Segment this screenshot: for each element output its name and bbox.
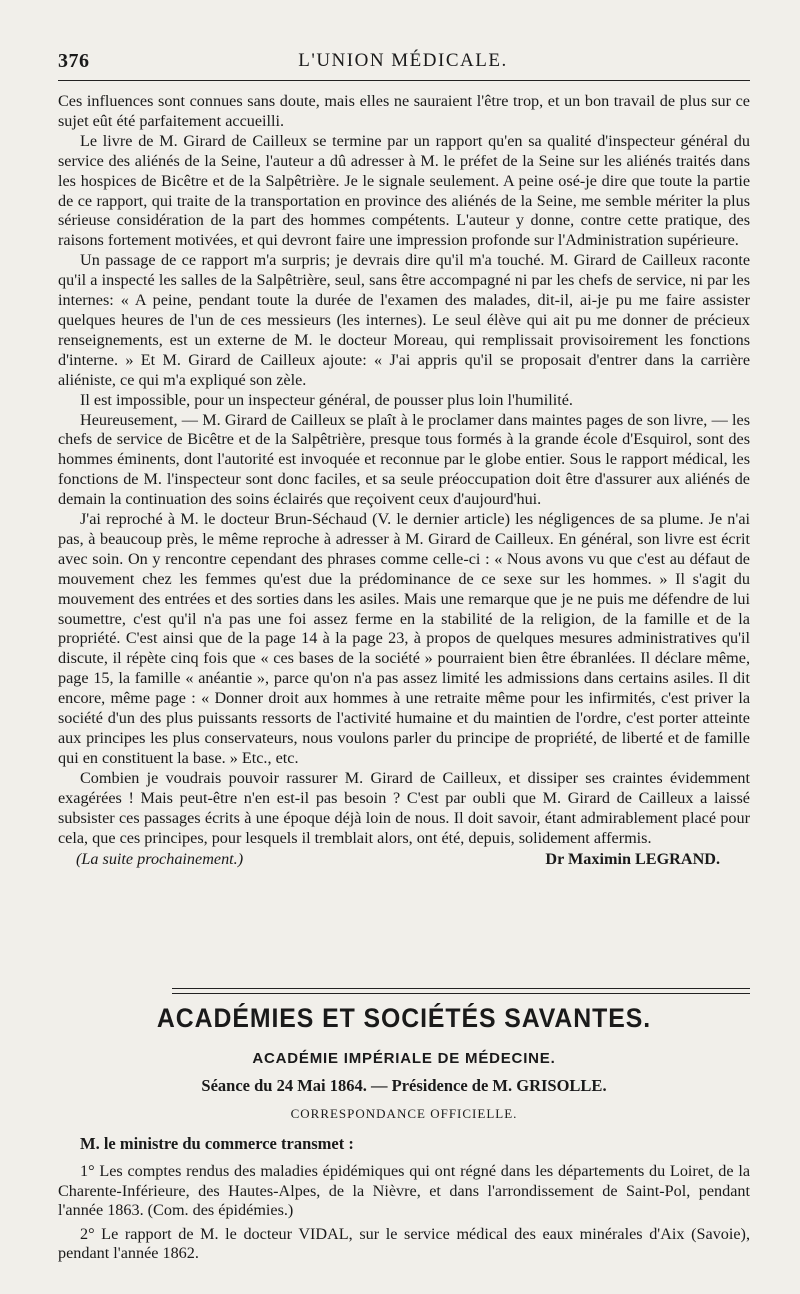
author-name: Dr Maximin LEGRAND. [545, 850, 720, 869]
paragraph: J'ai reproché à M. le docteur Brun-Séchaud (V. le dernier article) les négligences de sa plume. Je n'ai pas, à beaucoup près, le même reproche à adresser à M. Girard de Cailleux. En général, son livre est écrit avec soin. On y rencontre cependant des phrases comme celle-ci : « Nous avons vu que c'est au défaut de mouvement chez les femmes qu'est due la prédominance de ce sexe sur les hommes. » Il s'agit du mouvement des entrées et des sorties dans les asiles. Mais une remarque que je ne puis me défendre de lui soumettre, c'est qu'il n'a pas une foi assez ferme en la stabilité de la religion, de la famille et de la propriété. C'est ainsi que de la page 14 à la page 23, à propos de quelques mesures administratives qu'il discute, il répète cinq fois que « ces bases de la société » pourraient bien être ébranlées. Il déclare même, page 15, la famille « anéantie », parce qu'on n'a pas assez limité les admissions dans certains asiles. Il dit encore, même page : « Donner droit aux hommes à une retraite même pour les infirmités, c'est priver la société d'un des plus puissants ressorts de l'activité humaine et du maintien de l'ordre, c'est porter atteinte aux principes les plus conservateurs, nous voulons parler du principe de propriété, de liberté et de famille qui en constituent la base. » Etc., etc. [58, 510, 750, 767]
article-signature [58, 850, 750, 870]
section-title: ACADÉMIES ET SOCIÉTÉS SAVANTES. [156, 1003, 652, 1033]
session-line: Séance du 24 Mai 1864. — Présidence de M. GRISOLLE. [201, 1076, 607, 1095]
correspondence-item: 2° Le rapport de M. le docteur VIDAL, sur le service médical des eaux minérales d'Aix (Savoie), pendant l'année 1862. [58, 1224, 750, 1262]
header-rule [58, 80, 750, 81]
correspondence-item: 1° Les comptes rendus des maladies épidémiques qui ont régné dans les départements du Loiret, de la Charente-Inférieure, des Hautes-Alpes, de la Nièvre, et dans l'arrondissement de Saint-Pol, pendant l'année 1863. (Com. des épidémies.) [58, 1162, 750, 1219]
section-divider [172, 988, 750, 994]
correspondence-heading: CORRESPONDANCE OFFICIELLE. [290, 1106, 518, 1121]
paragraph: Un passage de ce rapport m'a surpris; je devrais dire qu'il m'a touché. M. Girard de Cailleux raconte qu'il a inspecté les salles de la Salpêtrière, seul, sans être accompagné ni par les chefs de service, ni par les internes: « A peine, pendant toute la durée de l'examen des malades, dit-il, ai-je pu me faire assister quelques heures de l'un de ces messieurs (les internes). Le seul élève qui ait pu me donner de précieux renseignements, est un externe de M. le docteur Moreau, qui remplissait provisoirement les fonctions d'interne. » Et M. Girard de Cailleux ajoute: « J'ai appris qu'il se proposait d'entrer dans la carrière aliéniste, ce qui m'a expliqué son zèle. [58, 251, 750, 389]
to-be-continued-note: (La suite prochainement.) [76, 850, 244, 869]
article-body [58, 92, 750, 870]
paragraph: Heureusement, — M. Girard de Cailleux se plaît à le proclamer dans maintes pages de son livre, — les chefs de service de Bicêtre et de la Salpêtrière, presque tous formés à la grande école d'Esquirol, sont des hommes éminents, dont l'autorité est invoquée et reconnue par le globe entier. Sous le rapport médical, les fonctions de M. l'inspecteur sont donc faciles, et sa seule préoccupation doit être d'assurer aux aliénés de demain la continuation des soins éclairés que reçoivent ceux d'aujourd'hui. [58, 410, 750, 509]
paragraph: Ces influences sont connues sans doute, mais elles ne sauraient l'être trop, et un bon travail de plus sur ce sujet eût été parfaitement accueilli. [58, 92, 750, 130]
page-number: 376 [58, 50, 90, 72]
correspondence-body [58, 1134, 750, 1268]
minister-line: M. le ministre du commerce transmet : [80, 1134, 354, 1153]
paragraph: Il est impossible, pour un inspecteur général, de pousser plus loin l'humilité. [80, 390, 573, 409]
academy-heading: ACADÉMIE IMPÉRIALE DE MÉDECINE. [252, 1050, 556, 1067]
paragraph: Le livre de M. Girard de Cailleux se termine par un rapport qu'en sa qualité d'inspecteur général du service des aliénés de la Seine, l'auteur a dû adresser à M. le préfet de la Seine sur les aliénés traités dans les hospices de Bicêtre et de la Salpêtrière. Je le signale seulement. A peine osé-je dire que toute la partie de ce rapport, qui traite de la transportation en province des aliénés de la Seine, me semble mériter la plus sérieuse considération de la part des hommes compétents. L'auteur y donne, contre cette pratique, des raisons fortement motivées, et qui devront faire une impression profonde sur l'Administration supérieure. [58, 131, 750, 250]
running-head [58, 50, 748, 74]
paragraph: Combien je voudrais pouvoir rassurer M. Girard de Cailleux, et dissiper ses craintes évidemment exagérées ! Mais peut-être n'en est-il pas besoin ? C'est par oubli que M. Girard de Cailleux a laissé subsister ces passages écrits à une époque déjà loin de nous. Il doit savoir, étant admirablement placé pour cela, que ces principes, pour lesquels il tremblait alors, ont été, depuis, solidement affermis. [58, 768, 750, 847]
journal-title: L'UNION MÉDICALE. [298, 50, 508, 71]
